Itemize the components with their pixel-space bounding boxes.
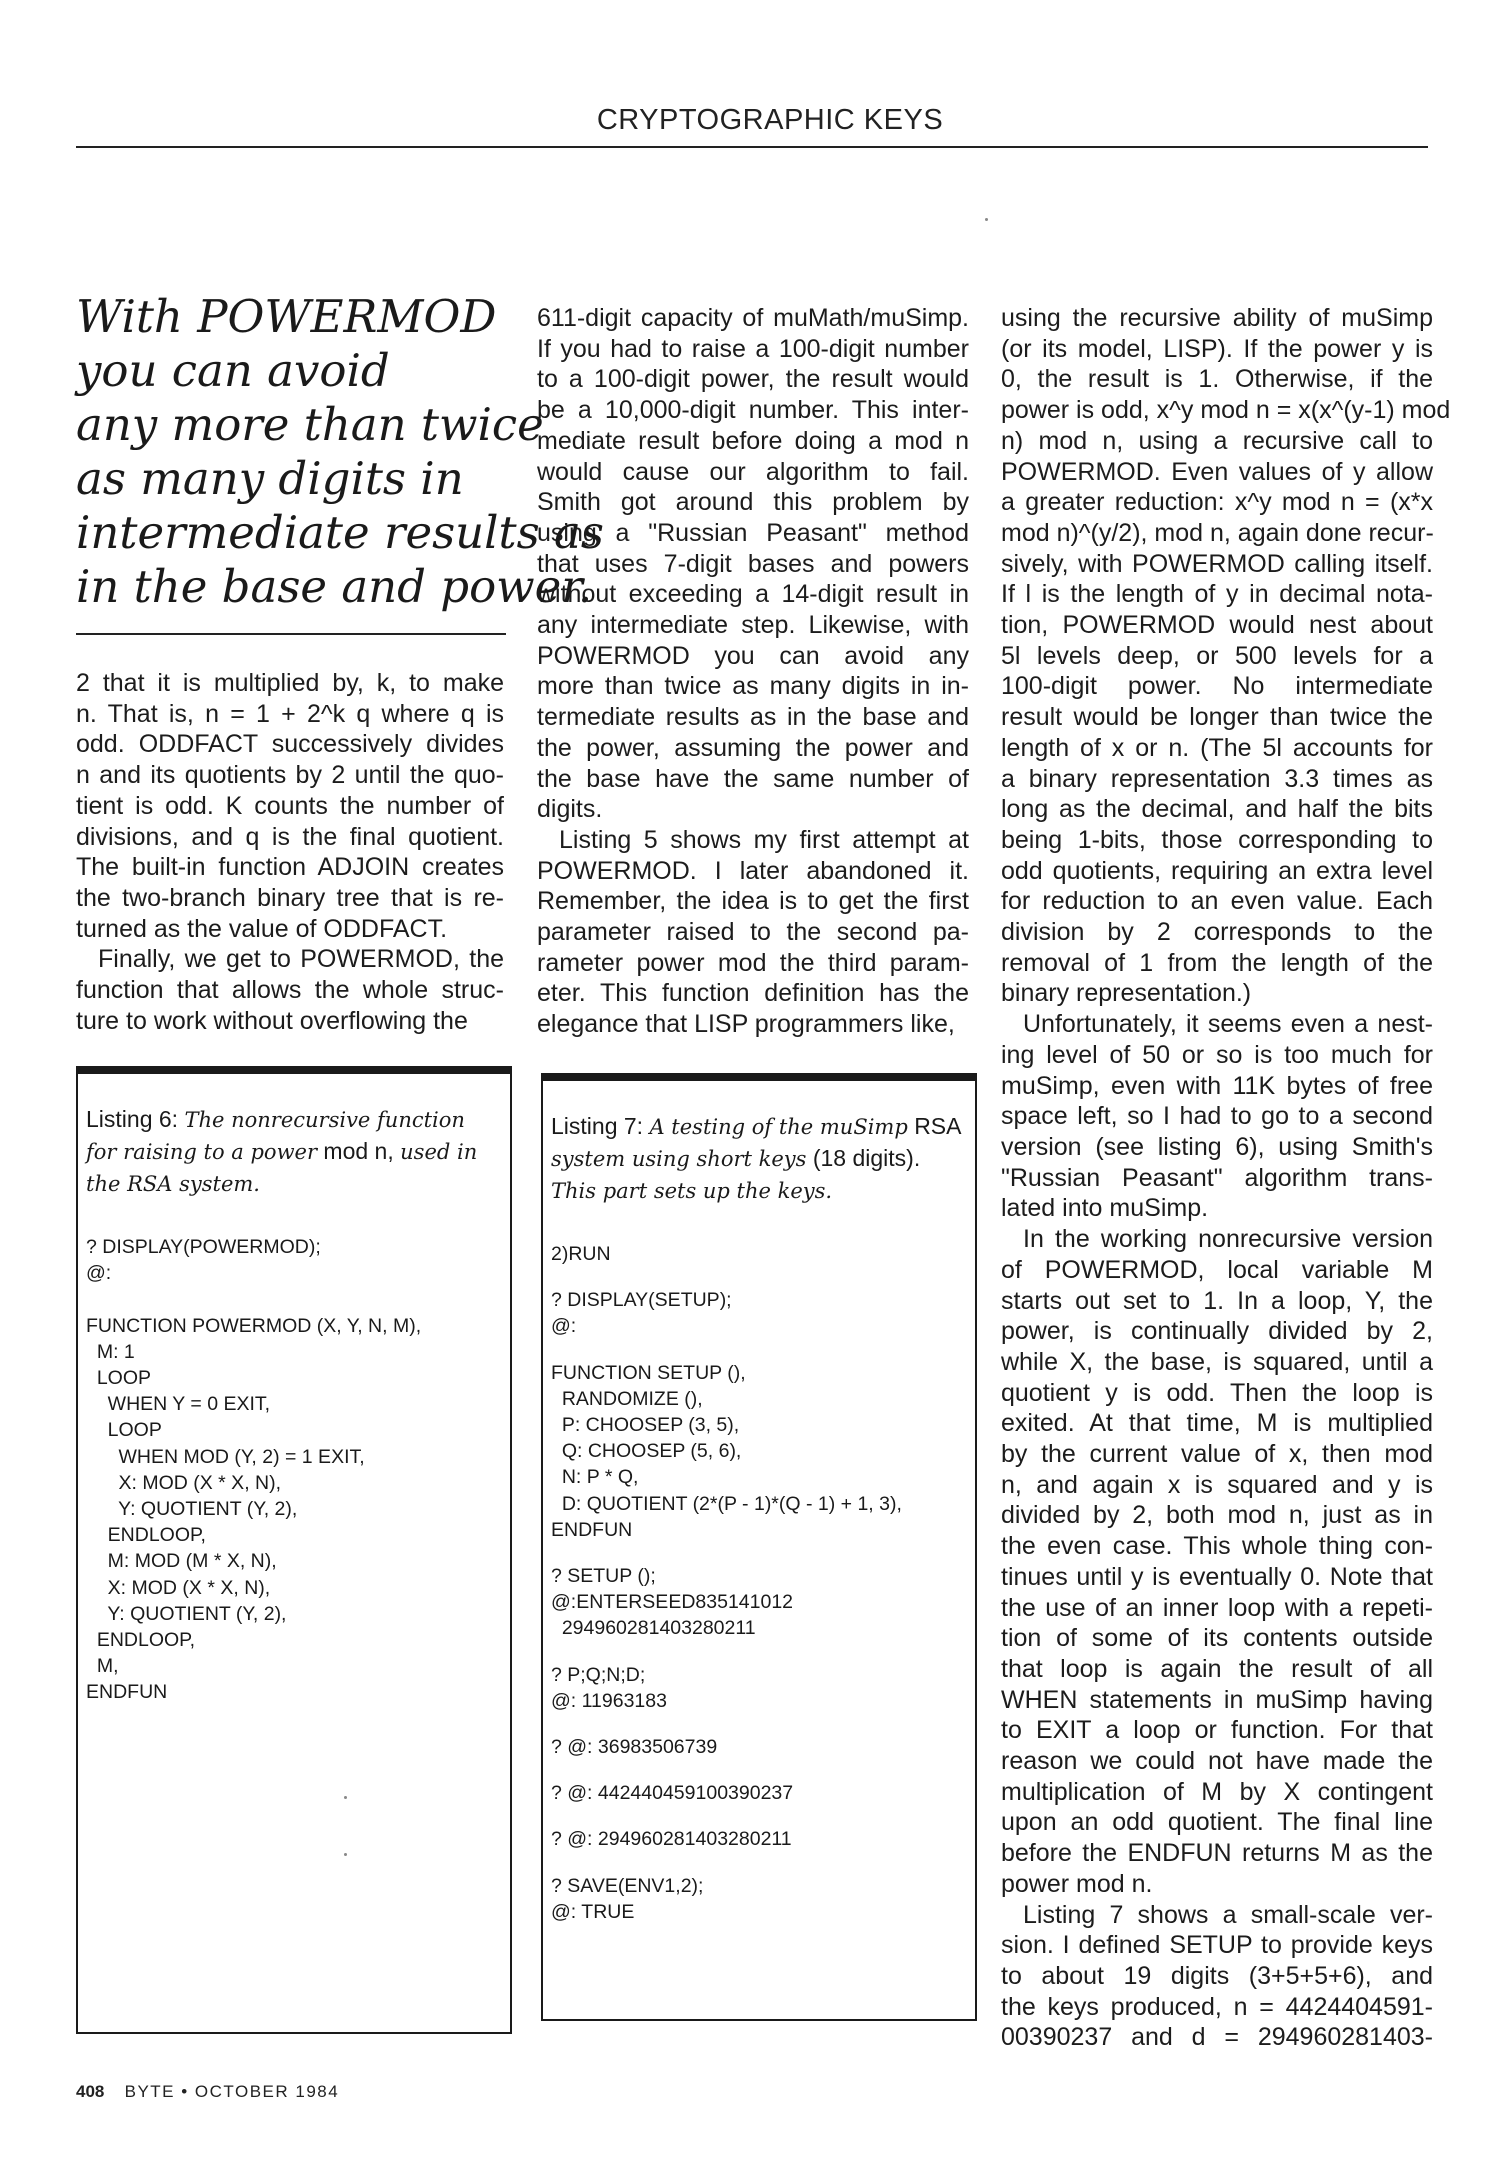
column-2-line: Smith got around this problem by	[537, 488, 969, 517]
column-3-line: the use of an inner loop with a repeti-	[1001, 1593, 1433, 1622]
column-1-line: turned as the value of ODDFACT.	[76, 914, 448, 943]
pull-quote-line-5: intermediate results as	[76, 506, 604, 559]
listing7-code-line: ? P;Q;N;D;	[551, 1663, 646, 1686]
listing7-code-line: P: CHOOSEP (3, 5),	[551, 1414, 740, 1437]
listing-7-caption	[551, 1111, 967, 1207]
listing7-code-line: ? SAVE(ENV1,2);	[551, 1874, 704, 1897]
column-3-line: length of x or n. (The 5l accounts for	[1001, 733, 1433, 762]
column-3-line: that loop is again the result of all	[1001, 1654, 1433, 1683]
body-column-2	[537, 303, 969, 1040]
page-footer	[76, 2082, 339, 2102]
column-3-line: 0, the result is 1. Otherwise, if the	[1001, 365, 1433, 394]
listing-7-box	[541, 1073, 977, 2021]
column-3-line: for reduction to an even value. Each	[1001, 887, 1433, 916]
pull-quote-line-4: as many digits in	[76, 452, 464, 505]
column-3-line: exited. At that time, M is multiplied	[1001, 1409, 1433, 1438]
column-3-line: (or its model, LISP). If the power y is	[1001, 334, 1433, 363]
listing-7-caption-text-2: system using short keys	[551, 1147, 807, 1171]
listing7-code-line: @: TRUE	[551, 1900, 635, 1923]
column-1-line: n and its quotients by 2 until the quo-	[76, 761, 504, 790]
column-2-line: the base have the same number of	[537, 764, 969, 793]
issue-line: BYTE • OCTOBER 1984	[124, 2082, 340, 2101]
listing-7-caption-digits: (18 digits).	[812, 1145, 921, 1171]
column-3-line: power mod n.	[1001, 1869, 1153, 1898]
listing-6-caption	[86, 1104, 502, 1200]
column-3-line: upon an odd quotient. The final line	[1001, 1808, 1433, 1837]
column-3-line: tinues until y is eventually 0. Note that	[1001, 1562, 1433, 1591]
column-3-line: a binary representation 3.3 times as	[1001, 764, 1433, 793]
column-3-line: POWERMOD. Even values of y allow	[1001, 457, 1433, 486]
column-3-line: If l is the length of y in decimal nota-	[1001, 580, 1433, 609]
listing7-code-line: N: P * Q,	[551, 1466, 639, 1489]
listing6-code-line: Y: QUOTIENT (Y, 2),	[86, 1602, 287, 1625]
listing-7-code	[551, 1241, 967, 1925]
column-3-line: to about 19 digits (3+5+5+6), and	[1001, 1961, 1433, 1990]
listing7-code-line: 294960281403280211	[551, 1617, 756, 1640]
listing6-code-line: @:	[86, 1262, 112, 1285]
column-2-line: would cause our algorithm to fail.	[537, 457, 969, 486]
column-2-line: that uses 7-digit bases and powers	[537, 549, 969, 578]
column-3-line: long as the decimal, and half the bits	[1001, 795, 1433, 824]
column-2-line: using a "Russian Peasant" method	[537, 518, 969, 547]
column-3-line: being 1-bits, those corresponding to	[1001, 825, 1433, 854]
column-2-line: If you had to raise a 100-digit number	[537, 334, 969, 363]
listing7-code-line	[551, 1853, 967, 1873]
column-1-line: the two-branch binary tree that is re-	[76, 883, 504, 912]
listing-6-code	[86, 1234, 502, 1706]
column-3-line: reason we could not have made the	[1001, 1747, 1433, 1776]
listing7-code-line: ? @: 36983506739	[551, 1736, 718, 1759]
column-2-line: the power, assuming the power and	[537, 733, 969, 762]
listing6-code-line: ENDLOOP,	[86, 1524, 206, 1547]
column-3-line: odd quotients, requiring an extra level	[1001, 856, 1433, 885]
column-3-line: tion, POWERMOD would nest about	[1001, 611, 1433, 640]
listing-6-label: Listing 6:	[86, 1106, 179, 1132]
listing6-code-line: FUNCTION POWERMOD (X, Y, N, M),	[86, 1314, 422, 1337]
column-3-line: n, and again x is squared and y is	[1001, 1470, 1433, 1499]
column-3-line: division by 2 corresponds to the	[1001, 918, 1433, 947]
listing-6-caption-text-2: used in the RSA system.	[86, 1140, 478, 1196]
column-3-line: 00390237 and d = 294960281403-	[1001, 2023, 1433, 2052]
column-2-line: POWERMOD you can avoid any	[537, 641, 969, 670]
listing6-code-line: Y: QUOTIENT (Y, 2),	[86, 1498, 298, 1521]
column-2-line: Remember, the idea is to get the first	[537, 887, 969, 916]
column-2-line: Listing 5 shows my first attempt at	[559, 825, 969, 854]
header-rule	[76, 146, 1428, 148]
column-3-line: mod n)^(y/2), mod n, again done recur-	[1001, 518, 1434, 547]
pull-quote-line-6: in the base and power.	[76, 560, 593, 613]
column-3-line: tion of some of its contents outside	[1001, 1624, 1433, 1653]
listing7-code-line: @: 11963183	[551, 1689, 667, 1712]
column-3-line: by the current value of x, then mod	[1001, 1440, 1433, 1469]
column-1-line: function that allows the whole struc-	[76, 976, 504, 1005]
column-3-line: using the recursive ability of muSimp	[1001, 304, 1433, 332]
listing7-code-line: ? DISPLAY(SETUP);	[551, 1289, 732, 1312]
body-column-1	[76, 668, 504, 1036]
listing6-code-line: ? DISPLAY(POWERMOD);	[86, 1236, 321, 1258]
column-1-line: tient is odd. K counts the number of	[76, 791, 504, 820]
pull-quote-line-2: you can avoid	[76, 344, 390, 397]
column-2-line: digits.	[537, 795, 603, 824]
column-1-line: n. That is, n = 1 + 2^k q where q is	[76, 699, 504, 728]
running-head: CRYPTOGRAPHIC KEYS	[596, 104, 944, 136]
column-3-line: before the ENDFUN returns M as the	[1001, 1839, 1433, 1868]
column-2-line: mediate result before doing a mod n	[537, 426, 969, 455]
column-3-line: muSimp, even with 11K bytes of free	[1001, 1071, 1433, 1100]
listing7-code-line	[551, 1543, 967, 1563]
column-3-line: power, is continually divided by 2,	[1001, 1317, 1433, 1346]
column-3-line: n) mod n, using a recursive call to	[1001, 426, 1433, 455]
column-3-line: a greater reduction: x^y mod n = (x*x	[1001, 488, 1433, 517]
column-3-line: power is odd, x^y mod n = x(x^(y-1) mod	[1001, 396, 1451, 425]
column-1-line: odd. ODDFACT successively divides	[76, 730, 504, 759]
listing7-code-line: @:ENTERSEED835141012	[551, 1591, 794, 1614]
listing7-code-line: ? @: 294960281403280211	[551, 1828, 792, 1851]
listing7-code-line: ? @: 442440459100390237	[551, 1782, 794, 1805]
column-3-line: sively, with POWERMOD calling itself.	[1001, 549, 1433, 578]
listing7-code-line	[551, 1714, 967, 1734]
listing6-code-line: LOOP	[86, 1419, 162, 1442]
column-2-line: POWERMOD. I later abandoned it.	[537, 856, 969, 885]
listing-7-caption-text: A testing of the muSimp	[649, 1115, 908, 1139]
column-3-line: space left, so I had to go to a second	[1001, 1102, 1433, 1131]
column-2-line: rameter power mod the third param-	[537, 948, 969, 977]
listing-6-caption-text: The nonrecursive function for raising to a power	[86, 1108, 465, 1164]
pull-quote-rule	[76, 633, 506, 635]
column-2-line: be a 10,000-digit number. This inter-	[537, 396, 969, 425]
column-1-line: The built-in function ADJOIN creates	[76, 853, 504, 882]
column-3-line: the even case. This whole thing con-	[1001, 1532, 1433, 1561]
column-1-line: divisions, and q is the final quotient.	[76, 822, 504, 851]
column-3-line: lated into muSimp.	[1001, 1194, 1209, 1223]
listing6-code-line: M: 1	[86, 1340, 135, 1363]
listing7-code-line	[551, 1267, 967, 1287]
column-3-line: WHEN statements in muSimp having	[1001, 1685, 1433, 1714]
listing7-code-line: @:	[551, 1315, 577, 1338]
listing7-code-line	[551, 1806, 967, 1826]
column-2-line: more than twice as many digits in in-	[537, 672, 969, 701]
listing-6-caption-mod: mod n,	[323, 1138, 394, 1164]
column-3-line: binary representation.)	[1001, 979, 1252, 1008]
column-3-line: while X, the base, is squared, until a	[1001, 1347, 1433, 1376]
column-3-line: the keys produced, n = 4424404591-	[1001, 1992, 1433, 2021]
listing7-code-line	[551, 1760, 967, 1780]
listing7-code-line: D: QUOTIENT (2*(P - 1)*(Q - 1) + 1, 3),	[551, 1492, 902, 1515]
column-1-line: ture to work without overflowing the	[76, 1006, 468, 1035]
listing7-code-line: RANDOMIZE (),	[551, 1387, 703, 1410]
column-3-line: In the working nonrecursive version	[1023, 1225, 1433, 1254]
listing6-code-line: LOOP	[86, 1367, 152, 1389]
column-3-line: divided by 2, both mod n, just as in	[1001, 1501, 1433, 1530]
listing7-code-line: ENDFUN	[551, 1518, 633, 1541]
listing6-code-line: ENDFUN	[86, 1681, 168, 1704]
column-2-line: parameter raised to the second pa-	[537, 918, 969, 947]
column-3-line: of POWERMOD, local variable M	[1001, 1255, 1433, 1284]
pull-quote	[76, 290, 604, 614]
print-speck	[344, 1796, 347, 1799]
print-speck	[344, 1853, 347, 1856]
listing6-code-line	[86, 1286, 502, 1312]
column-2-line: elegance that LISP programmers like,	[537, 1010, 955, 1039]
column-3-line: 100-digit power. No intermediate	[1001, 672, 1433, 701]
listing-6-box	[76, 1066, 512, 2034]
print-speck	[985, 218, 988, 221]
listing6-code-line: WHEN Y = 0 EXIT,	[86, 1393, 271, 1416]
pull-quote-line-3: any more than twice	[76, 398, 544, 451]
listing-7-caption-rsa: RSA	[914, 1113, 961, 1139]
column-3-line: 5l levels deep, or 500 levels for a	[1001, 641, 1433, 670]
listing7-code-line	[551, 1642, 967, 1662]
page-number: 408	[76, 2082, 105, 2101]
pull-quote-line-1: With POWERMOD	[76, 290, 497, 343]
column-2-line: any intermediate step. Likewise, with	[537, 611, 969, 640]
column-2-line: to a 100-digit power, the result would	[537, 365, 969, 394]
column-3-line: "Russian Peasant" algorithm trans-	[1001, 1163, 1433, 1192]
listing7-code-line: ? SETUP ();	[551, 1565, 656, 1588]
column-2-line: termediate results as in the base and	[537, 703, 969, 732]
listing7-code-line: FUNCTION SETUP (),	[551, 1361, 746, 1384]
column-3-line: Listing 7 shows a small-scale ver-	[1023, 1900, 1433, 1929]
column-2-line: eter. This function definition has the	[537, 979, 969, 1008]
body-column-3	[1001, 303, 1451, 2053]
listing6-code-line: X: MOD (X * X, N),	[86, 1576, 271, 1599]
column-3-line: result would be longer than twice the	[1001, 703, 1433, 732]
column-3-line: removal of 1 from the length of the	[1001, 948, 1433, 977]
listing6-code-line: X: MOD (X * X, N),	[86, 1471, 282, 1494]
listing-7-caption-text-3: This part sets up the keys.	[551, 1179, 833, 1203]
listing6-code-line: ENDLOOP,	[86, 1629, 196, 1652]
listing-7-label: Listing 7:	[551, 1113, 644, 1139]
listing7-code-line: 2)RUN	[551, 1243, 611, 1265]
column-1-line: 2 that it is multiplied by, k, to make	[76, 669, 504, 697]
column-3-line: version (see listing 6), using Smith's	[1001, 1132, 1433, 1161]
column-1-line: Finally, we get to POWERMOD, the	[98, 945, 504, 974]
listing6-code-line: WHEN MOD (Y, 2) = 1 EXIT,	[86, 1445, 365, 1468]
column-3-line: ing level of 50 or so is too much for	[1001, 1040, 1433, 1069]
listing7-code-line: Q: CHOOSEP (5, 6),	[551, 1440, 742, 1463]
column-3-line: multiplication of M by X contingent	[1001, 1777, 1433, 1806]
column-3-line: starts out set to 1. In a loop, Y, the	[1001, 1286, 1433, 1315]
listing6-code-line: M: MOD (M * X, N),	[86, 1550, 277, 1573]
column-2-line: 611-digit capacity of muMath/muSimp.	[537, 304, 969, 332]
column-2-line: without exceeding a 14-digit result in	[537, 580, 969, 609]
column-3-line: quotient y is odd. Then the loop is	[1001, 1378, 1433, 1407]
column-3-line: to EXIT a loop or function. For that	[1001, 1716, 1433, 1745]
listing6-code-line: M,	[86, 1655, 119, 1678]
column-3-line: Unfortunately, it seems even a nest-	[1023, 1010, 1433, 1039]
listing7-code-line	[551, 1340, 967, 1360]
column-3-line: sion. I defined SETUP to provide keys	[1001, 1931, 1433, 1960]
